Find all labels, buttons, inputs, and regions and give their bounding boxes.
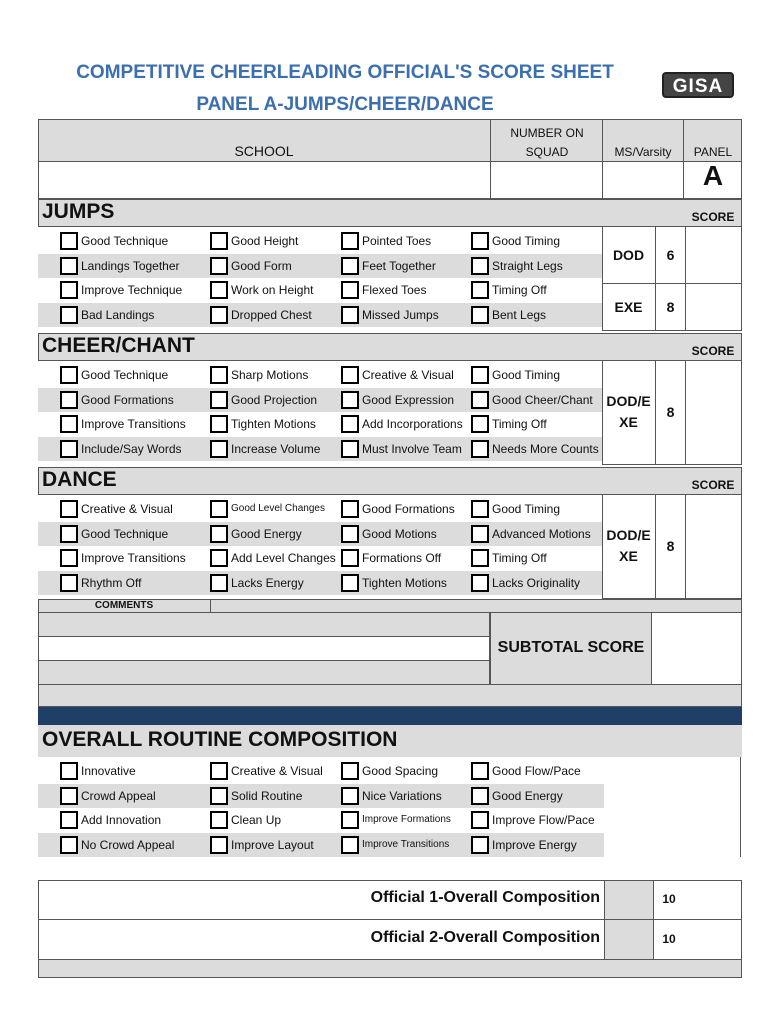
- overall-checkbox[interactable]: [341, 836, 359, 854]
- cheer-option-label: Include/Say Words: [81, 441, 182, 456]
- dance-option-label: Formations Off: [362, 551, 442, 565]
- cheer-checkbox[interactable]: [60, 391, 78, 409]
- cheer-checkbox[interactable]: [210, 391, 228, 409]
- overall-option-label: Good Energy: [492, 788, 563, 803]
- jumps-option-label: Improve Technique: [81, 283, 183, 297]
- overall-option-label: Crowd Appeal: [81, 788, 156, 803]
- jumps-exe-max: 8: [666, 299, 675, 315]
- jumps-checkbox[interactable]: [471, 257, 489, 275]
- jumps-score-label: SCORE: [691, 210, 735, 224]
- official1-score-input[interactable]: [686, 882, 740, 918]
- dance-option-label: Lacks Originality: [492, 575, 581, 590]
- dance-option-label: Rhythm Off: [81, 575, 142, 590]
- cheer-checkbox[interactable]: [341, 440, 359, 458]
- jumps-dod-score-input[interactable]: [687, 229, 740, 281]
- dance-checkbox[interactable]: [341, 500, 359, 518]
- official1-max: 10: [662, 892, 676, 906]
- cheer-score-input[interactable]: [687, 363, 740, 463]
- jumps-checkbox[interactable]: [341, 281, 359, 299]
- cheer-checkbox[interactable]: [210, 415, 228, 433]
- panel-label: PANEL: [693, 145, 733, 159]
- cheer-option-label: Good Cheer/Chant: [492, 392, 593, 407]
- cheer-option-label: Timing Off: [492, 417, 547, 431]
- dance-checkbox[interactable]: [60, 500, 78, 518]
- jumps-checkbox[interactable]: [210, 306, 228, 324]
- cheer-max: 8: [666, 404, 675, 420]
- bottom-row: [38, 960, 742, 978]
- dance-checkbox[interactable]: [210, 500, 228, 518]
- jumps-option-label: Bad Landings: [81, 307, 155, 322]
- jumps-option-label: Straight Legs: [492, 258, 563, 273]
- jumps-checkbox[interactable]: [341, 306, 359, 324]
- jumps-option-label: Good Technique: [81, 234, 169, 248]
- official2-max: 10: [662, 932, 676, 946]
- overall-option-label: Nice Variations: [362, 788, 442, 803]
- overall-option-label: Improve Energy: [492, 837, 577, 852]
- sheet-subtitle: PANEL A-JUMPS/CHEER/DANCE: [196, 94, 494, 115]
- dance-option-label: Timing Off: [492, 551, 547, 565]
- jumps-checkbox[interactable]: [60, 306, 78, 324]
- overall-checkbox[interactable]: [210, 787, 228, 805]
- overall-checkbox[interactable]: [341, 762, 359, 780]
- comments-line-3[interactable]: [38, 661, 490, 685]
- jumps-option-label: Pointed Toes: [362, 234, 432, 248]
- jumps-option-label: Good Timing: [492, 234, 561, 248]
- dance-checkbox[interactable]: [341, 549, 359, 567]
- jumps-checkbox[interactable]: [210, 257, 228, 275]
- cheer-checkbox[interactable]: [471, 366, 489, 384]
- dance-option-label: Lacks Energy: [231, 575, 304, 590]
- jumps-option-label: Feet Together: [362, 258, 436, 273]
- jumps-exe-score-input[interactable]: [687, 285, 740, 329]
- overall-option-label: Clean Up: [231, 813, 282, 827]
- cheer-option-label: Must Involve Team: [362, 441, 462, 456]
- divider-band: [38, 707, 742, 725]
- number-on-squad-label: NUMBER ON SQUAD: [510, 126, 584, 159]
- jumps-checkbox[interactable]: [60, 232, 78, 250]
- cheer-option-label: Good Technique: [81, 368, 169, 382]
- overall-checkbox[interactable]: [471, 762, 489, 780]
- jumps-checkbox[interactable]: [60, 257, 78, 275]
- dance-checkbox[interactable]: [341, 525, 359, 543]
- dance-checkbox[interactable]: [60, 525, 78, 543]
- overall-checkbox[interactable]: [60, 836, 78, 854]
- jumps-option-label: Work on Height: [231, 283, 314, 297]
- overall-title: OVERALL ROUTINE COMPOSITION: [42, 728, 398, 751]
- jumps-dod-label: DOD: [612, 247, 645, 263]
- overall-checkbox[interactable]: [210, 836, 228, 854]
- overall-option-label: Good Flow/Pace: [492, 764, 581, 778]
- cheer-dodexe-label-2: XE: [619, 414, 638, 430]
- cheer-checkbox[interactable]: [60, 366, 78, 384]
- dance-dodexe-label-1: DOD/E: [606, 527, 651, 543]
- dance-checkbox[interactable]: [471, 500, 489, 518]
- cheer-title: CHEER/CHANT: [42, 334, 195, 357]
- cheer-option-label: Creative & Visual: [362, 368, 454, 382]
- overall-checkbox[interactable]: [471, 787, 489, 805]
- jumps-checkbox[interactable]: [471, 306, 489, 324]
- cheer-option-label: Good Projection: [231, 392, 318, 407]
- subtotal-label: SUBTOTAL SCORE: [497, 639, 645, 656]
- cheer-option-label: Improve Transitions: [81, 417, 186, 431]
- school-input[interactable]: [40, 163, 488, 197]
- dance-option-label: Advanced Motions: [492, 526, 591, 541]
- jumps-option-label: Good Height: [231, 234, 299, 248]
- overall-option-label: Improve Formations: [362, 814, 451, 825]
- cheer-option-label: Increase Volume: [231, 441, 321, 456]
- subtotal-input[interactable]: [654, 615, 740, 683]
- official1-score-cell[interactable]: [604, 880, 654, 920]
- cheer-checkbox[interactable]: [341, 415, 359, 433]
- cheer-checkbox[interactable]: [471, 391, 489, 409]
- jumps-dod-max: 6: [666, 247, 675, 263]
- overall-checkbox[interactable]: [210, 811, 228, 829]
- dance-checkbox[interactable]: [210, 549, 228, 567]
- dance-checkbox[interactable]: [471, 549, 489, 567]
- dance-header: [38, 467, 742, 495]
- overall-checkbox[interactable]: [60, 762, 78, 780]
- dance-option-label: Good Formations: [362, 502, 455, 516]
- dance-checkbox[interactable]: [210, 574, 228, 592]
- jumps-checkbox[interactable]: [471, 281, 489, 299]
- jumps-checkbox[interactable]: [471, 232, 489, 250]
- cheer-checkbox[interactable]: [210, 366, 228, 384]
- dance-title: DANCE: [42, 468, 117, 491]
- overall-option-label: Improve Transitions: [362, 838, 450, 850]
- dance-option-label: Good Level Changes: [231, 503, 325, 514]
- comments-label: COMMENTS: [94, 600, 154, 611]
- dance-dodexe-label-2: XE: [619, 548, 638, 564]
- jumps-option-label: Dropped Chest: [231, 307, 312, 322]
- comments-input[interactable]: [212, 600, 740, 612]
- dance-option-label: Creative & Visual: [81, 502, 173, 516]
- official2-label: Official 2-Overall Composition: [370, 929, 600, 946]
- cheer-option-label: Tighten Motions: [231, 417, 316, 431]
- overall-checkbox[interactable]: [60, 787, 78, 805]
- overall-checkbox[interactable]: [210, 762, 228, 780]
- sheet-title: COMPETITIVE CHEERLEADING OFFICIAL'S SCORE SHEET: [76, 62, 614, 83]
- cheer-checkbox[interactable]: [60, 440, 78, 458]
- dance-checkbox[interactable]: [341, 574, 359, 592]
- panel-value: A: [702, 160, 724, 191]
- jumps-exe-label: EXE: [614, 299, 643, 315]
- official1-label: Official 1-Overall Composition: [370, 889, 600, 906]
- overall-checkbox[interactable]: [471, 811, 489, 829]
- number-input[interactable]: [492, 163, 600, 197]
- dance-option-label: Good Motions: [362, 526, 437, 541]
- cheer-checkbox[interactable]: [471, 440, 489, 458]
- official2-score-input[interactable]: [686, 922, 740, 958]
- cheer-option-label: Good Formations: [81, 392, 174, 407]
- dance-checkbox[interactable]: [60, 574, 78, 592]
- dance-checkbox[interactable]: [210, 525, 228, 543]
- division-input[interactable]: [604, 163, 681, 197]
- cheer-checkbox[interactable]: [210, 440, 228, 458]
- official2-score-cell[interactable]: [604, 920, 654, 960]
- dance-checkbox[interactable]: [471, 525, 489, 543]
- jumps-option-label: Timing Off: [492, 283, 547, 297]
- overall-option-label: Improve Layout: [231, 837, 314, 852]
- jumps-checkbox[interactable]: [210, 232, 228, 250]
- dance-option-label: Improve Transitions: [81, 551, 186, 565]
- jumps-option-label: Landings Together: [81, 258, 180, 273]
- cheer-option-label: Sharp Motions: [231, 368, 309, 382]
- overall-option-label: No Crowd Appeal: [81, 837, 175, 852]
- jumps-checkbox[interactable]: [341, 257, 359, 275]
- jumps-option-label: Missed Jumps: [362, 307, 439, 322]
- dance-score-label: SCORE: [691, 478, 735, 492]
- cheer-score-label: SCORE: [691, 344, 735, 358]
- jumps-option-label: Good Form: [231, 258, 292, 273]
- cheer-option-label: Add Incorporations: [362, 417, 463, 431]
- cheer-checkbox[interactable]: [471, 415, 489, 433]
- overall-option-label: Good Spacing: [362, 764, 439, 778]
- dance-option-label: Good Timing: [492, 502, 561, 516]
- division-label: MS/Varsity: [614, 145, 672, 159]
- comments-line-2[interactable]: [38, 637, 490, 661]
- overall-checkbox[interactable]: [471, 836, 489, 854]
- jumps-checkbox[interactable]: [60, 281, 78, 299]
- dance-max: 8: [666, 538, 675, 554]
- overall-checkbox[interactable]: [341, 787, 359, 805]
- dance-checkbox[interactable]: [60, 549, 78, 567]
- cheer-option-label: Needs More Counts: [492, 441, 599, 456]
- dance-option-label: Add Level Changes: [231, 551, 336, 565]
- cheer-checkbox[interactable]: [60, 415, 78, 433]
- overall-option-label: Improve Flow/Pace: [492, 813, 595, 827]
- overall-option-label: Solid Routine: [231, 788, 303, 803]
- overall-option-label: Creative & Visual: [231, 764, 323, 778]
- overall-checkbox[interactable]: [341, 811, 359, 829]
- dance-option-label: Good Energy: [231, 526, 302, 541]
- cheer-checkbox[interactable]: [341, 366, 359, 384]
- overall-checkbox[interactable]: [60, 811, 78, 829]
- comments-line-1[interactable]: [38, 613, 490, 637]
- jumps-checkbox[interactable]: [341, 232, 359, 250]
- overall-option-label: Add Innovation: [81, 813, 162, 827]
- jumps-title: JUMPS: [42, 200, 115, 223]
- jumps-header: [38, 199, 742, 227]
- dance-option-label: Good Technique: [81, 526, 169, 541]
- jumps-option-label: Bent Legs: [492, 307, 547, 322]
- cheer-dodexe-label-1: DOD/E: [606, 393, 651, 409]
- cheer-checkbox[interactable]: [341, 391, 359, 409]
- gisa-logo: GISA: [662, 72, 734, 98]
- jumps-option-label: Flexed Toes: [362, 283, 427, 297]
- cheer-option-label: Good Expression: [362, 392, 455, 407]
- jumps-checkbox[interactable]: [210, 281, 228, 299]
- school-label: SCHOOL: [234, 143, 294, 159]
- blank-row: [38, 685, 742, 707]
- overall-option-label: Innovative: [81, 764, 136, 778]
- cheer-option-label: Good Timing: [492, 368, 561, 382]
- dance-option-label: Tighten Motions: [362, 575, 447, 590]
- dance-checkbox[interactable]: [471, 574, 489, 592]
- dance-score-input[interactable]: [687, 497, 740, 597]
